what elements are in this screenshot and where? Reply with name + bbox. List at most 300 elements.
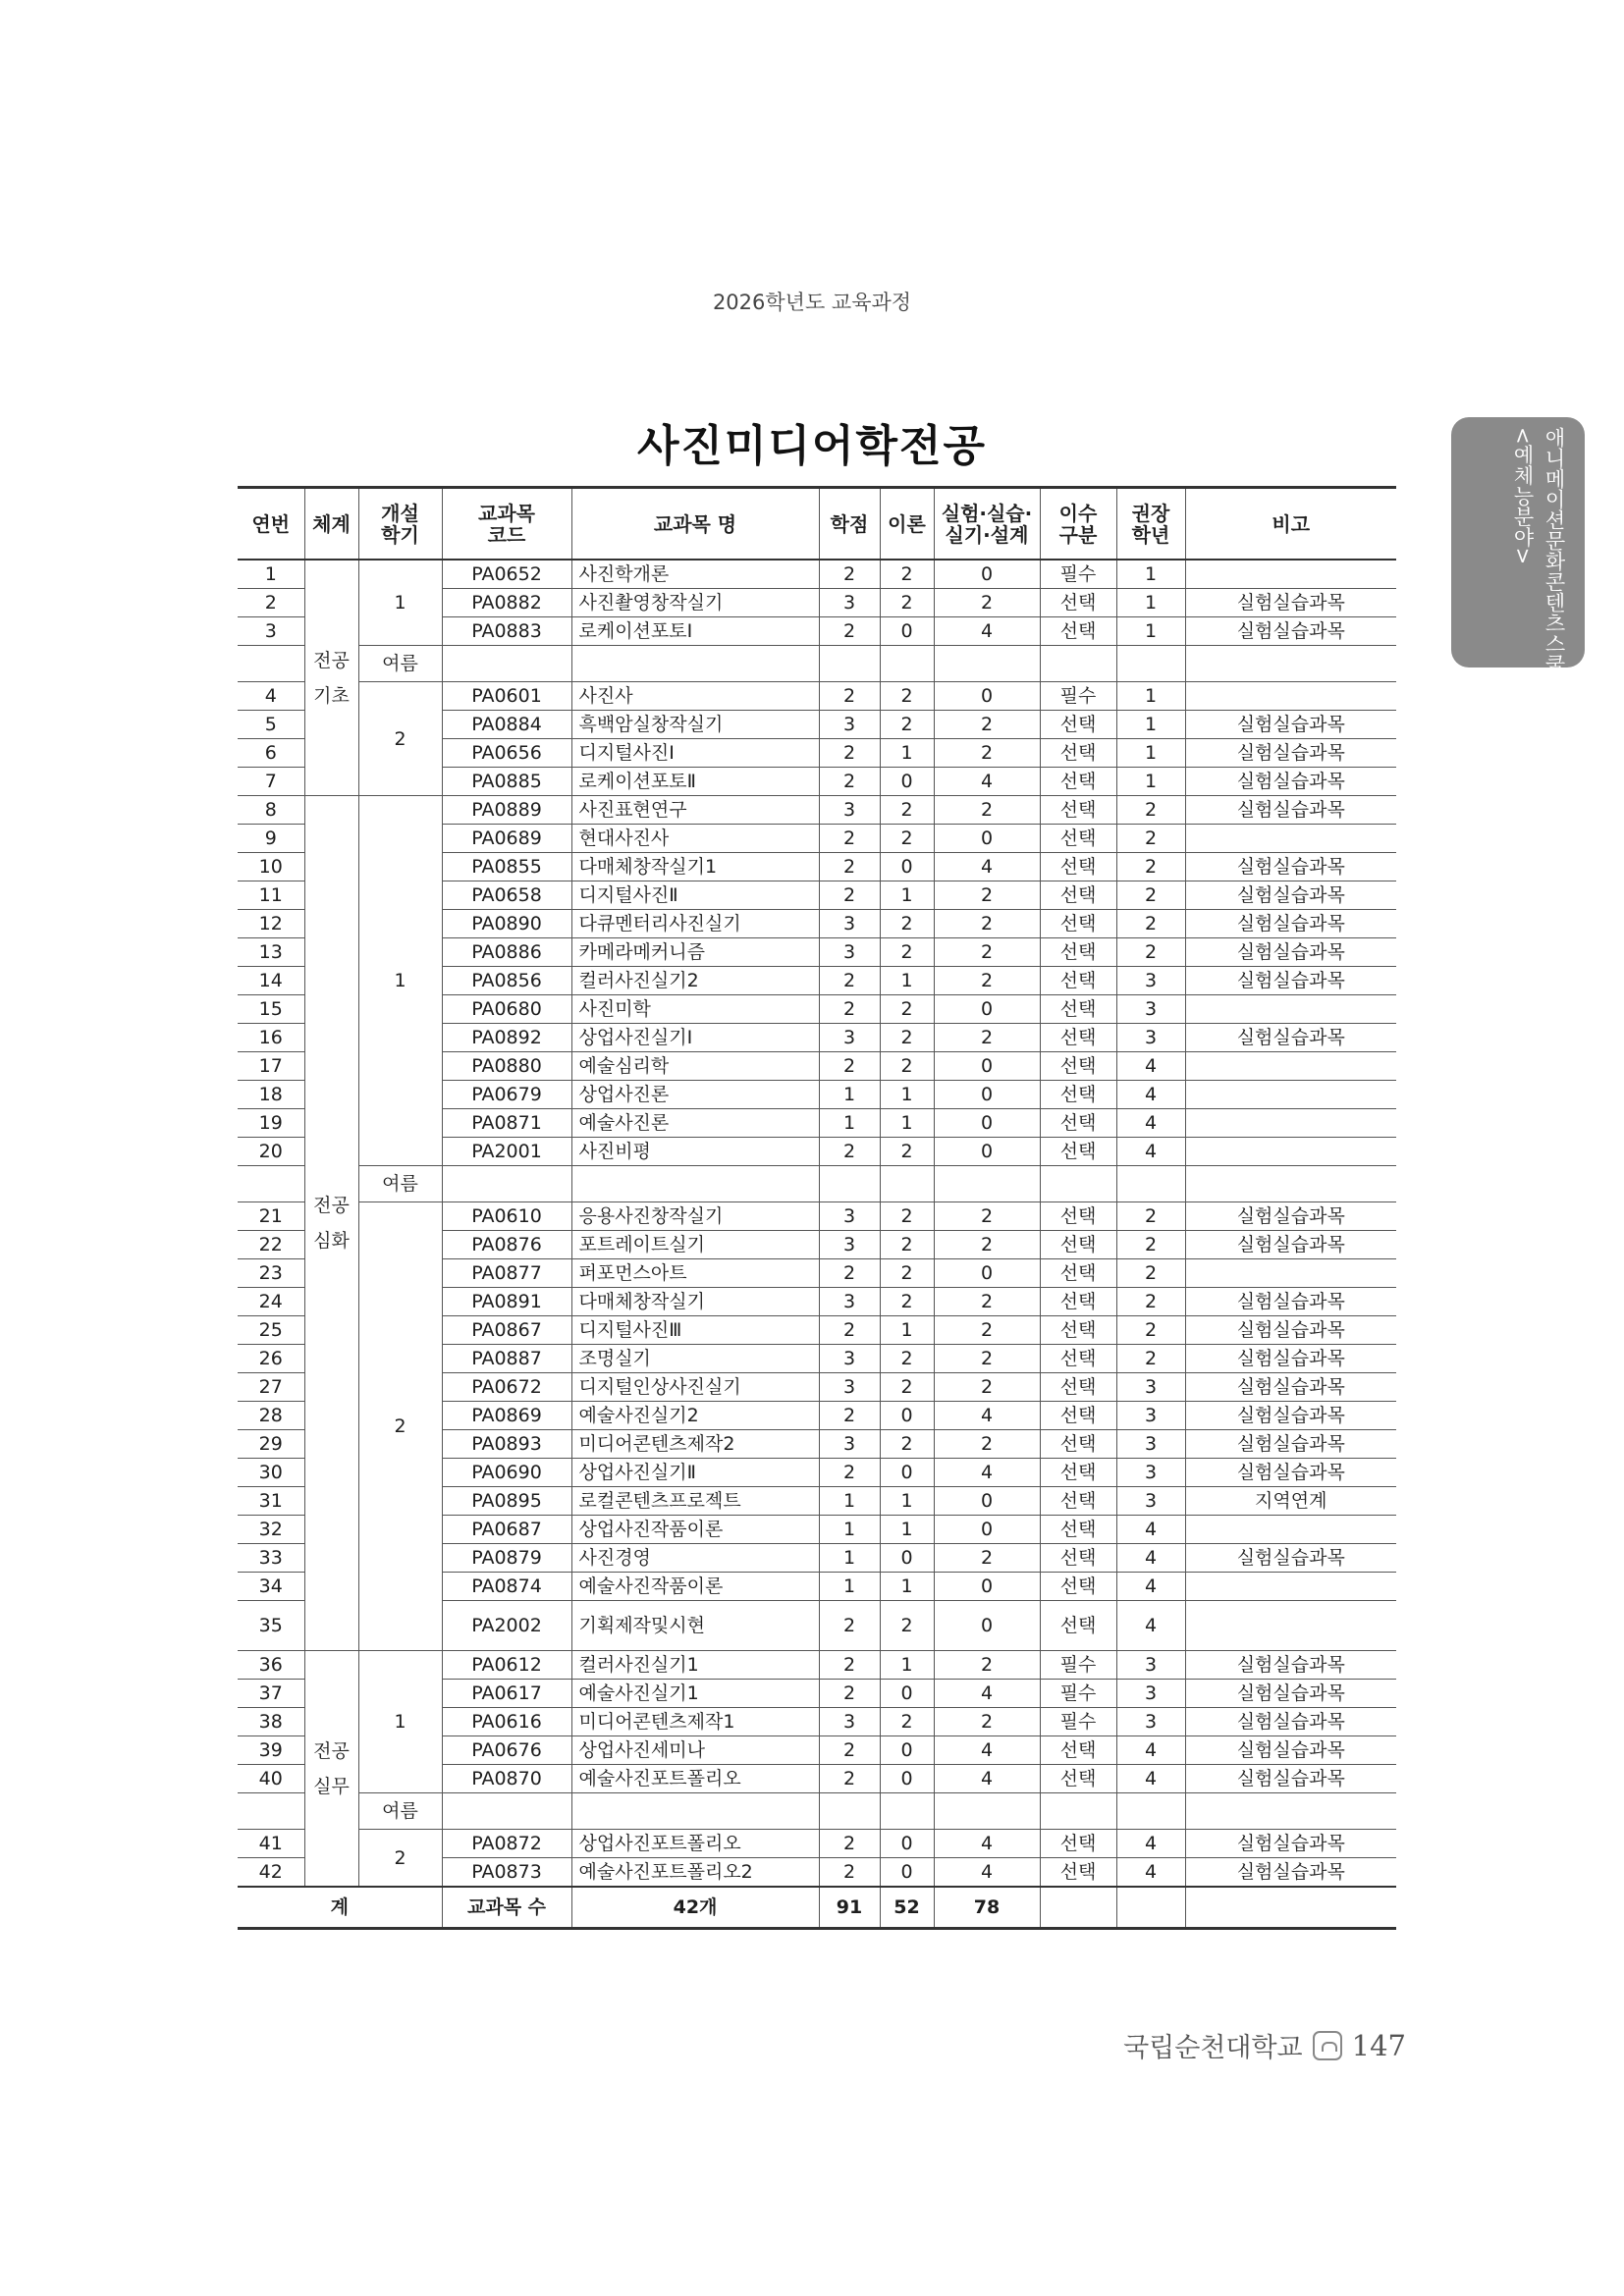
row-number: 36 [238, 1651, 304, 1680]
semester-label: 1 [358, 796, 442, 1166]
recommended-year: 4 [1116, 1858, 1185, 1888]
course-type: 선택 [1040, 1138, 1116, 1166]
total-label: 계 [238, 1887, 442, 1929]
course-code: PA0895 [442, 1487, 571, 1516]
practice-hours: 0 [934, 1516, 1040, 1544]
credit-value: 2 [819, 825, 880, 853]
row-number: 19 [238, 1109, 304, 1138]
course-code: PA0885 [442, 768, 571, 796]
course-type: 선택 [1040, 768, 1116, 796]
recommended-year: 1 [1116, 739, 1185, 768]
row-number: 15 [238, 995, 304, 1024]
note: 실험실습과목 [1185, 1024, 1396, 1052]
theory-hours: 2 [880, 1138, 934, 1166]
note: 실험실습과목 [1185, 1402, 1396, 1430]
practice-hours: 0 [934, 682, 1040, 711]
theory-hours: 2 [880, 1024, 934, 1052]
course-type: 선택 [1040, 1259, 1116, 1288]
credit-value: 3 [819, 1024, 880, 1052]
total-empty [1040, 1887, 1116, 1929]
table-header-row [238, 488, 1396, 561]
empty-cell [819, 1793, 880, 1830]
row-number: 42 [238, 1858, 304, 1888]
row-number: 2 [238, 589, 304, 617]
practice-hours: 2 [934, 796, 1040, 825]
credit-value: 3 [819, 1345, 880, 1373]
theory-hours: 1 [880, 1651, 934, 1680]
course-type: 선택 [1040, 1288, 1116, 1316]
theory-hours: 2 [880, 1345, 934, 1373]
row-number: 10 [238, 853, 304, 881]
course-type: 선택 [1040, 739, 1116, 768]
practice-hours: 4 [934, 1680, 1040, 1708]
theory-hours: 2 [880, 1259, 934, 1288]
theory-hours: 1 [880, 967, 934, 995]
column-header: 이론 [880, 488, 934, 561]
empty-cell [1116, 646, 1185, 682]
theory-hours: 1 [880, 1487, 934, 1516]
credit-value: 2 [819, 1459, 880, 1487]
course-code: PA0610 [442, 1202, 571, 1231]
credit-value: 2 [819, 1601, 880, 1651]
practice-hours: 2 [934, 1288, 1040, 1316]
recommended-year: 2 [1116, 1231, 1185, 1259]
column-header: 개설 학기 [358, 488, 442, 561]
note [1185, 1601, 1396, 1651]
course-name: 디지털인상사진실기 [571, 1373, 819, 1402]
empty-cell [934, 1793, 1040, 1830]
course-code: PA0874 [442, 1573, 571, 1601]
total-count-label: 교과목 수 [442, 1887, 571, 1929]
theory-hours: 2 [880, 1601, 934, 1651]
theory-hours: 1 [880, 1516, 934, 1544]
row-number: 13 [238, 938, 304, 967]
course-type: 선택 [1040, 1345, 1116, 1373]
row-number: 21 [238, 1202, 304, 1231]
credit-value: 2 [819, 995, 880, 1024]
practice-hours: 4 [934, 768, 1040, 796]
row-number: 14 [238, 967, 304, 995]
summer-row [238, 1793, 1396, 1830]
recommended-year: 2 [1116, 910, 1185, 938]
course-code: PA2001 [442, 1138, 571, 1166]
course-name: 기획제작및시현 [571, 1601, 819, 1651]
course-name: 상업사진작품이론 [571, 1516, 819, 1544]
semester-label: 여름 [358, 1166, 442, 1202]
summer-row [238, 1166, 1396, 1202]
note: 실험실습과목 [1185, 1651, 1396, 1680]
theory-hours: 1 [880, 1109, 934, 1138]
practice-hours: 2 [934, 589, 1040, 617]
note: 실험실습과목 [1185, 768, 1396, 796]
theory-hours: 0 [880, 1830, 934, 1858]
course-type: 선택 [1040, 1736, 1116, 1765]
theory-hours: 2 [880, 1231, 934, 1259]
course-name: 다매체창작실기1 [571, 853, 819, 881]
practice-hours: 0 [934, 560, 1040, 589]
note: 실험실습과목 [1185, 1316, 1396, 1345]
course-type: 선택 [1040, 881, 1116, 910]
note [1185, 1259, 1396, 1288]
note: 실험실습과목 [1185, 1858, 1396, 1888]
page-number: 147 [1351, 2028, 1406, 2062]
recommended-year: 3 [1116, 1708, 1185, 1736]
course-name: 다큐멘터리사진실기 [571, 910, 819, 938]
course-code: PA0879 [442, 1544, 571, 1573]
table-row [238, 1651, 1396, 1680]
course-type: 필수 [1040, 1680, 1116, 1708]
group-label: 전공 심화 [304, 796, 358, 1651]
course-code: PA0893 [442, 1430, 571, 1459]
empty-cell [442, 1793, 571, 1830]
credit-value: 3 [819, 1202, 880, 1231]
theory-hours: 2 [880, 1373, 934, 1402]
note: 실험실습과목 [1185, 796, 1396, 825]
course-name: 사진경영 [571, 1544, 819, 1573]
practice-hours: 2 [934, 1430, 1040, 1459]
course-type: 필수 [1040, 1651, 1116, 1680]
course-name: 로케이션포토Ⅰ [571, 617, 819, 646]
credit-value: 1 [819, 1544, 880, 1573]
course-type: 선택 [1040, 853, 1116, 881]
credit-value: 3 [819, 1708, 880, 1736]
practice-hours: 4 [934, 853, 1040, 881]
course-name: 카메라메커니즘 [571, 938, 819, 967]
course-name: 사진표현연구 [571, 796, 819, 825]
course-code: PA0867 [442, 1316, 571, 1345]
row-number: 35 [238, 1601, 304, 1651]
course-type: 선택 [1040, 617, 1116, 646]
theory-hours: 2 [880, 825, 934, 853]
credit-value: 2 [819, 768, 880, 796]
practice-hours: 0 [934, 1052, 1040, 1081]
row-number: 32 [238, 1516, 304, 1544]
recommended-year: 3 [1116, 1024, 1185, 1052]
row-number: 37 [238, 1680, 304, 1708]
note: 실험실습과목 [1185, 881, 1396, 910]
course-name: 로케이션포토Ⅱ [571, 768, 819, 796]
course-type: 선택 [1040, 995, 1116, 1024]
course-code: PA0892 [442, 1024, 571, 1052]
note [1185, 1109, 1396, 1138]
row-number: 34 [238, 1573, 304, 1601]
total-count: 42개 [571, 1887, 819, 1929]
practice-hours: 0 [934, 995, 1040, 1024]
group-label: 전공 실무 [304, 1651, 358, 1888]
course-code: PA0690 [442, 1459, 571, 1487]
course-type: 선택 [1040, 1316, 1116, 1345]
recommended-year: 4 [1116, 1601, 1185, 1651]
theory-hours: 1 [880, 881, 934, 910]
note: 실험실습과목 [1185, 1459, 1396, 1487]
course-code: PA0882 [442, 589, 571, 617]
semester-label: 1 [358, 560, 442, 646]
row-number: 8 [238, 796, 304, 825]
theory-hours: 2 [880, 560, 934, 589]
row-number: 23 [238, 1259, 304, 1288]
theory-hours: 2 [880, 1708, 934, 1736]
empty-cell [1185, 1166, 1396, 1202]
course-type: 선택 [1040, 1402, 1116, 1430]
credit-value: 3 [819, 1231, 880, 1259]
recommended-year: 2 [1116, 881, 1185, 910]
recommended-year: 4 [1116, 1544, 1185, 1573]
recommended-year: 4 [1116, 1109, 1185, 1138]
practice-hours: 0 [934, 825, 1040, 853]
course-name: 사진촬영창작실기 [571, 589, 819, 617]
row-number: 38 [238, 1708, 304, 1736]
course-name: 흑백암실창작실기 [571, 711, 819, 739]
column-header: 학점 [819, 488, 880, 561]
credit-value: 2 [819, 1765, 880, 1793]
credit-value: 2 [819, 1052, 880, 1081]
recommended-year: 2 [1116, 1259, 1185, 1288]
course-code: PA0687 [442, 1516, 571, 1544]
credit-value: 3 [819, 938, 880, 967]
empty-cell [819, 646, 880, 682]
credit-value: 2 [819, 739, 880, 768]
course-name: 예술사진작품이론 [571, 1573, 819, 1601]
page-footer [1123, 2026, 1406, 2064]
row-number: 24 [238, 1288, 304, 1316]
recommended-year: 2 [1116, 853, 1185, 881]
course-code: PA0887 [442, 1345, 571, 1373]
note: 실험실습과목 [1185, 1231, 1396, 1259]
note [1185, 560, 1396, 589]
recommended-year: 3 [1116, 1459, 1185, 1487]
recommended-year: 3 [1116, 995, 1185, 1024]
recommended-year: 3 [1116, 967, 1185, 995]
course-type: 선택 [1040, 910, 1116, 938]
note: 실험실습과목 [1185, 853, 1396, 881]
total-theory: 52 [880, 1887, 934, 1929]
course-code: PA0870 [442, 1765, 571, 1793]
note [1185, 682, 1396, 711]
note: 실험실습과목 [1185, 938, 1396, 967]
recommended-year: 2 [1116, 1345, 1185, 1373]
credit-value: 1 [819, 1081, 880, 1109]
note: 실험실습과목 [1185, 711, 1396, 739]
credit-value: 2 [819, 853, 880, 881]
empty-cell [442, 646, 571, 682]
empty-cell [1185, 1793, 1396, 1830]
course-type: 선택 [1040, 825, 1116, 853]
theory-hours: 0 [880, 1736, 934, 1765]
credit-value: 3 [819, 589, 880, 617]
empty-cell [1116, 1166, 1185, 1202]
course-code: PA0612 [442, 1651, 571, 1680]
practice-hours: 0 [934, 1601, 1040, 1651]
column-header: 체계 [304, 488, 358, 561]
empty-cell [442, 1166, 571, 1202]
row-number: 27 [238, 1373, 304, 1402]
practice-hours: 0 [934, 1138, 1040, 1166]
theory-hours: 2 [880, 910, 934, 938]
row-number: 7 [238, 768, 304, 796]
recommended-year: 4 [1116, 1765, 1185, 1793]
course-code: PA0616 [442, 1708, 571, 1736]
course-name: 조명실기 [571, 1345, 819, 1373]
course-name: 사진학개론 [571, 560, 819, 589]
row-number: 12 [238, 910, 304, 938]
note: 실험실습과목 [1185, 1288, 1396, 1316]
course-type: 선택 [1040, 1487, 1116, 1516]
course-name: 포트레이트실기 [571, 1231, 819, 1259]
course-name: 컬러사진실기2 [571, 967, 819, 995]
theory-hours: 2 [880, 589, 934, 617]
credit-value: 2 [819, 1830, 880, 1858]
credit-value: 3 [819, 711, 880, 739]
practice-hours: 2 [934, 1345, 1040, 1373]
theory-hours: 2 [880, 1202, 934, 1231]
theory-hours: 1 [880, 1316, 934, 1345]
course-name: 예술사진실기2 [571, 1402, 819, 1430]
recommended-year: 4 [1116, 1573, 1185, 1601]
note [1185, 1138, 1396, 1166]
practice-hours: 2 [934, 1316, 1040, 1345]
recommended-year: 1 [1116, 560, 1185, 589]
theory-hours: 0 [880, 617, 934, 646]
credit-value: 2 [819, 1858, 880, 1888]
table-row [238, 796, 1396, 825]
course-code: PA0883 [442, 617, 571, 646]
empty-cell [1185, 646, 1396, 682]
practice-hours: 4 [934, 617, 1040, 646]
empty-cell [934, 1166, 1040, 1202]
credit-value: 2 [819, 560, 880, 589]
column-header: 교과목 명 [571, 488, 819, 561]
credit-value: 3 [819, 1430, 880, 1459]
credit-value: 2 [819, 1736, 880, 1765]
course-name: 응용사진창작실기 [571, 1202, 819, 1231]
row-number: 6 [238, 739, 304, 768]
course-type: 선택 [1040, 938, 1116, 967]
credit-value: 2 [819, 1402, 880, 1430]
recommended-year: 1 [1116, 768, 1185, 796]
empty-cell [571, 646, 819, 682]
table-row [238, 560, 1396, 589]
note: 실험실습과목 [1185, 1736, 1396, 1765]
recommended-year: 4 [1116, 1830, 1185, 1858]
recommended-year: 1 [1116, 682, 1185, 711]
credit-value: 3 [819, 796, 880, 825]
course-name: 예술사진포트폴리오 [571, 1765, 819, 1793]
credit-value: 2 [819, 1138, 880, 1166]
note: 실험실습과목 [1185, 1830, 1396, 1858]
table-row [238, 1830, 1396, 1858]
credit-value: 2 [819, 617, 880, 646]
course-code: PA0873 [442, 1858, 571, 1888]
note: 실험실습과목 [1185, 739, 1396, 768]
group-label: 전공 기초 [304, 560, 358, 796]
recommended-year: 4 [1116, 1736, 1185, 1765]
credit-value: 1 [819, 1573, 880, 1601]
practice-hours: 4 [934, 1858, 1040, 1888]
practice-hours: 4 [934, 1736, 1040, 1765]
semester-label: 2 [358, 1830, 442, 1888]
row-number: 33 [238, 1544, 304, 1573]
section-side-tab [1451, 417, 1585, 674]
course-type: 선택 [1040, 1516, 1116, 1544]
course-code: PA0679 [442, 1081, 571, 1109]
practice-hours: 2 [934, 711, 1040, 739]
practice-hours: 2 [934, 1202, 1040, 1231]
course-type: 선택 [1040, 1830, 1116, 1858]
theory-hours: 0 [880, 1765, 934, 1793]
course-name: 디지털사진Ⅰ [571, 739, 819, 768]
theory-hours: 0 [880, 1459, 934, 1487]
practice-hours: 4 [934, 1459, 1040, 1487]
note: 실험실습과목 [1185, 1680, 1396, 1708]
note: 실험실습과목 [1185, 1765, 1396, 1793]
empty-cell [571, 1793, 819, 1830]
credit-value: 1 [819, 1109, 880, 1138]
credit-value: 3 [819, 910, 880, 938]
recommended-year: 2 [1116, 1288, 1185, 1316]
course-type: 필수 [1040, 560, 1116, 589]
recommended-year: 4 [1116, 1081, 1185, 1109]
credit-value: 2 [819, 881, 880, 910]
practice-hours: 2 [934, 1024, 1040, 1052]
theory-hours: 0 [880, 853, 934, 881]
total-empty [1185, 1887, 1396, 1929]
credit-value: 1 [819, 1516, 880, 1544]
theory-hours: 0 [880, 1680, 934, 1708]
practice-hours: 4 [934, 1830, 1040, 1858]
course-type: 선택 [1040, 1202, 1116, 1231]
practice-hours: 2 [934, 881, 1040, 910]
theory-hours: 1 [880, 739, 934, 768]
course-name: 미디어콘텐츠제작2 [571, 1430, 819, 1459]
course-name: 사진미학 [571, 995, 819, 1024]
recommended-year: 4 [1116, 1052, 1185, 1081]
recommended-year: 3 [1116, 1402, 1185, 1430]
theory-hours: 2 [880, 711, 934, 739]
page-header: 2026학년도 교육과정 [712, 291, 912, 314]
column-header: 연번 [238, 488, 304, 561]
row-number: 5 [238, 711, 304, 739]
credit-value: 2 [819, 967, 880, 995]
recommended-year: 2 [1116, 825, 1185, 853]
course-type: 선택 [1040, 1544, 1116, 1573]
row-number [238, 1793, 304, 1830]
course-code: PA0872 [442, 1830, 571, 1858]
note: 실험실습과목 [1185, 1708, 1396, 1736]
page-title: 사진미디어학전공 [636, 421, 988, 471]
recommended-year: 2 [1116, 1316, 1185, 1345]
note: 실험실습과목 [1185, 1430, 1396, 1459]
course-code: PA0856 [442, 967, 571, 995]
note: 실험실습과목 [1185, 1345, 1396, 1373]
note [1185, 1081, 1396, 1109]
practice-hours: 2 [934, 967, 1040, 995]
course-code: PA0617 [442, 1680, 571, 1708]
theory-hours: 1 [880, 1573, 934, 1601]
course-name: 디지털사진Ⅱ [571, 881, 819, 910]
course-code: PA0877 [442, 1259, 571, 1288]
course-type: 선택 [1040, 1081, 1116, 1109]
credit-value: 2 [819, 1316, 880, 1345]
practice-hours: 0 [934, 1573, 1040, 1601]
semester-label: 1 [358, 1651, 442, 1793]
empty-cell [1116, 1793, 1185, 1830]
course-type: 선택 [1040, 1601, 1116, 1651]
row-number: 9 [238, 825, 304, 853]
course-name: 예술심리학 [571, 1052, 819, 1081]
course-name: 상업사진실기Ⅱ [571, 1459, 819, 1487]
course-code: PA2002 [442, 1601, 571, 1651]
course-type: 선택 [1040, 1024, 1116, 1052]
